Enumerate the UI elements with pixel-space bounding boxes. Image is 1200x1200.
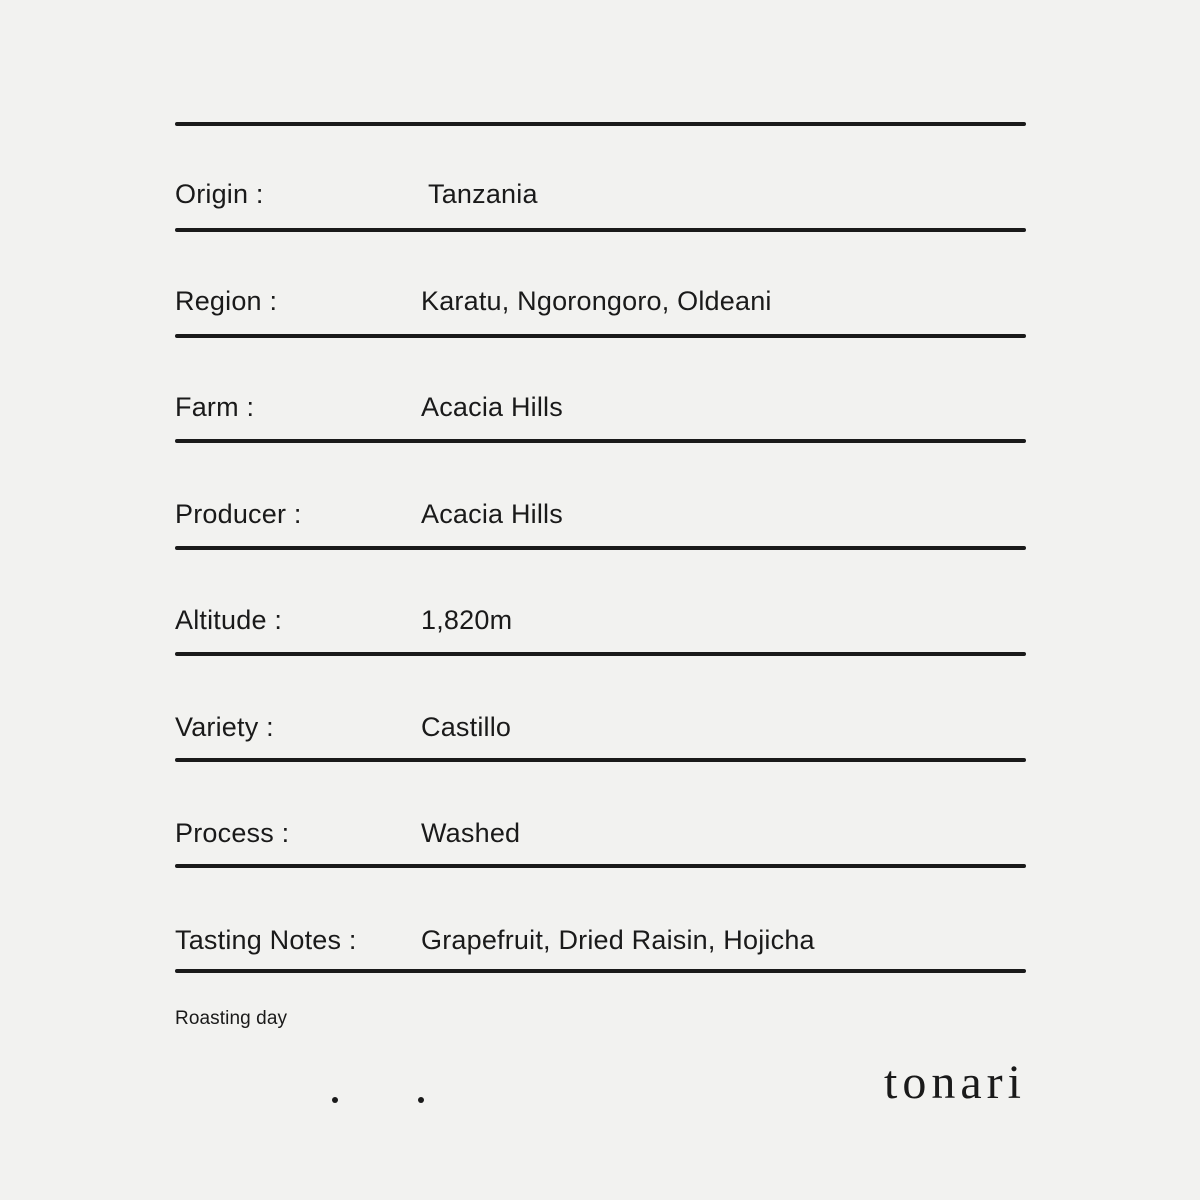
divider-line: [175, 969, 1026, 973]
process-value: Washed: [421, 817, 521, 848]
row-altitude: [175, 600, 1026, 640]
producer-label: Producer :: [175, 498, 302, 529]
row-farm: [175, 387, 1026, 427]
tasting-notes-label: Tasting Notes :: [175, 924, 357, 955]
divider-line: [175, 652, 1026, 656]
tasting-notes-value: Grapefruit, Dried Raisin, Hojicha: [421, 924, 815, 955]
farm-label: Farm :: [175, 391, 255, 422]
row-variety: [175, 707, 1026, 747]
origin-value: Tanzania: [428, 178, 538, 209]
divider-line: [175, 439, 1026, 443]
date-separator-dot: [418, 1097, 424, 1103]
farm-value: Acacia Hills: [421, 391, 563, 422]
divider-line: [175, 546, 1026, 550]
altitude-value: 1,820m: [421, 604, 513, 635]
region-value: Karatu, Ngorongoro, Oldeani: [421, 285, 772, 316]
origin-label: Origin :: [175, 178, 264, 209]
divider-line: [175, 334, 1026, 338]
date-separator-dot: [332, 1097, 338, 1103]
region-label: Region :: [175, 285, 278, 316]
producer-value: Acacia Hills: [421, 498, 563, 529]
process-label: Process :: [175, 817, 290, 848]
divider-line: [175, 228, 1026, 232]
coffee-info-card: [175, 0, 1026, 1200]
variety-value: Castillo: [421, 711, 512, 742]
divider-line: [175, 758, 1026, 762]
divider-line: [175, 122, 1026, 126]
variety-label: Variety :: [175, 711, 274, 742]
divider-line: [175, 864, 1026, 868]
row-process: [175, 813, 1026, 853]
roasting-day-label: Roasting day: [175, 1008, 288, 1029]
row-region: [175, 281, 1026, 321]
row-tasting-notes: [175, 920, 1026, 960]
row-producer: [175, 494, 1026, 534]
altitude-label: Altitude :: [175, 604, 283, 635]
row-origin: [175, 174, 1026, 214]
brand-logo: tonari: [884, 1056, 1026, 1109]
